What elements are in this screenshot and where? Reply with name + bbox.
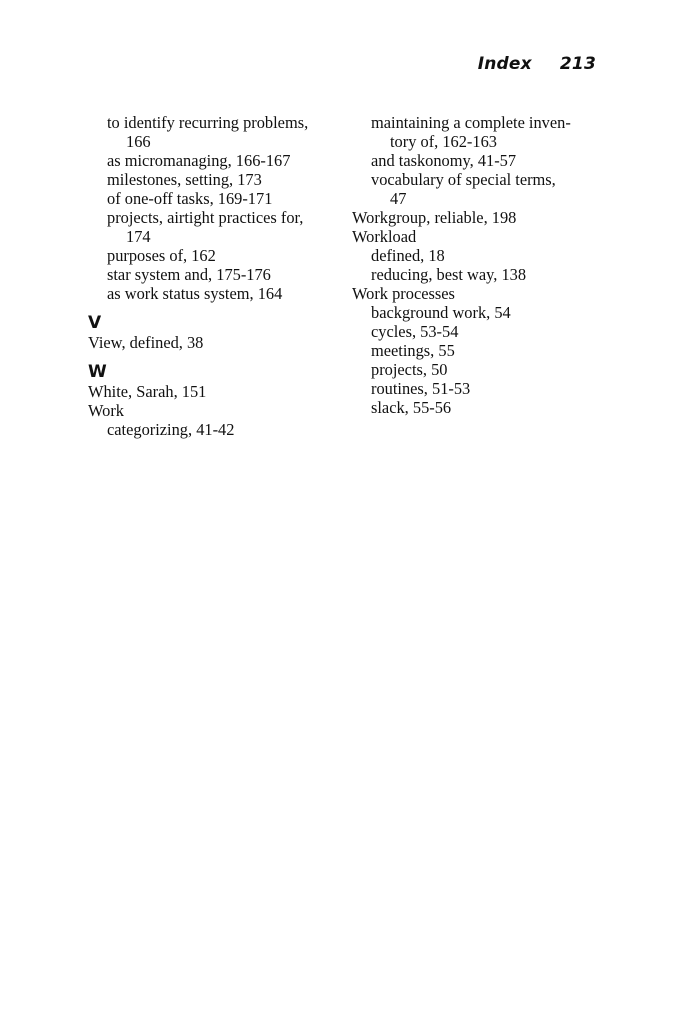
- index-entry: tory of, 162-163: [390, 132, 497, 151]
- index-entry: and taskonomy, 41-57: [371, 151, 517, 170]
- index-entry: milestones, setting, 173: [107, 170, 262, 189]
- index-entry: Work processes: [352, 284, 455, 303]
- index-entry: as micromanaging, 166-167: [107, 151, 291, 170]
- index-entry: projects, airtight practices for,: [107, 208, 304, 227]
- index-entry: 47: [390, 189, 407, 208]
- index-entry: reducing, best way, 138: [371, 265, 527, 284]
- index-entry: purposes of, 162: [107, 246, 216, 265]
- index-entry: Work: [88, 401, 125, 420]
- index-entry: slack, 55-56: [371, 398, 452, 417]
- index-entry: View, defined, 38: [88, 333, 204, 352]
- index-entry: 166: [126, 132, 151, 151]
- index-entry: meetings, 55: [371, 341, 455, 360]
- index-column-right: [352, 113, 602, 417]
- index-entry: 174: [126, 227, 151, 246]
- index-title: Index: [477, 54, 532, 74]
- running-head: [478, 54, 596, 74]
- index-entry: cycles, 53-54: [371, 322, 459, 341]
- page-number: 213: [559, 54, 596, 74]
- section-letter-v: V: [88, 313, 102, 333]
- index-column-left: [88, 113, 338, 439]
- index-entry: background work, 54: [371, 303, 511, 322]
- index-entry: vocabulary of special terms,: [371, 170, 556, 189]
- index-entry: of one-off tasks, 169-171: [107, 189, 273, 208]
- index-entry: to identify recurring problems,: [107, 113, 309, 132]
- index-entry: maintaining a complete inven-: [371, 113, 571, 132]
- index-entry: star system and, 175-176: [107, 265, 271, 284]
- index-entry: as work status system, 164: [107, 284, 283, 303]
- index-entry: White, Sarah, 151: [88, 382, 207, 401]
- index-entry: projects, 50: [371, 360, 448, 379]
- index-entry: Workgroup, reliable, 198: [352, 208, 517, 227]
- index-entry: defined, 18: [371, 246, 445, 265]
- index-entry: Workload: [352, 227, 417, 246]
- index-entry: categorizing, 41-42: [107, 420, 235, 439]
- section-letter-w: W: [88, 362, 107, 382]
- index-entry: routines, 51-53: [371, 379, 471, 398]
